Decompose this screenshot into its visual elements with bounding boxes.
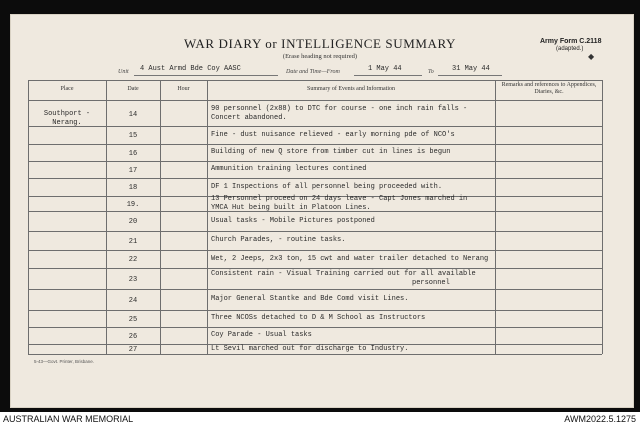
row-date: 14 — [128, 111, 138, 119]
place-entry — [30, 110, 104, 127]
row-date: 26 — [128, 333, 138, 341]
datetime-label: Date and Time—From — [286, 69, 340, 75]
row-summary-line: Usual tasks - Mobile Pictures postponed — [211, 217, 375, 225]
place-line: Nerang. — [52, 118, 82, 127]
row-summary-line: personnel — [412, 278, 450, 287]
row-summary-line: 90 personnel (2x88) to DTC for course - one inch rain falls - — [211, 105, 468, 113]
row-summary-line: Major General Stantke and Bde Comd visit Lines. — [211, 295, 409, 303]
row-summary-line: Consistent rain - Visual Training carried out for all available — [211, 270, 476, 278]
to-value: 31 May 44 — [452, 65, 490, 73]
page-subtitle: (Erase heading not required) — [282, 53, 358, 60]
row-divider — [28, 126, 602, 127]
row-divider — [28, 327, 602, 328]
row-date: 27 — [128, 346, 138, 354]
place-line: Southport - — [43, 110, 91, 118]
table-top-rule — [28, 80, 602, 81]
row-summary-line: Fine - dust nuisance relieved - early morning pde of NCO's — [211, 131, 455, 139]
row-divider — [28, 178, 602, 179]
row-divider — [28, 289, 602, 290]
row-date: 21 — [128, 238, 138, 246]
unit-value: 4 Aust Armd Bde Coy AASC — [140, 65, 241, 73]
row-divider — [28, 144, 602, 145]
row-date: 18 — [128, 184, 138, 192]
row-date: 20 — [128, 218, 138, 226]
row-date: 23 — [128, 276, 138, 284]
row-date: 25 — [128, 316, 138, 324]
row-divider — [28, 250, 602, 251]
row-divider — [28, 161, 602, 162]
printer-note: 5-43—Govt. Printer, Brisbane. — [34, 359, 95, 364]
column-header-place: Place — [60, 86, 74, 92]
row-summary-line: Concert abandoned. — [211, 113, 287, 122]
row-summary-line: Three NCOSs detached to D & M School as Instructors — [211, 314, 426, 322]
to-label: To — [428, 69, 434, 75]
row-date: 22 — [128, 256, 138, 264]
form-adapted: (adapted.) — [556, 46, 584, 52]
row-date: 16 — [128, 150, 138, 158]
row-summary-line: Coy Parade - Usual tasks — [211, 331, 312, 339]
catalog-id: AWM2022.5.1275 — [564, 414, 636, 424]
row-date: 19. — [126, 201, 140, 209]
row-summary-line: Wet, 2 Jeeps, 2x3 ton, 15 cwt and water trailer detached to Nerang — [211, 255, 489, 263]
row-date: 24 — [128, 297, 138, 305]
column-header-remarks: Remarks and references to Appendices, Diaries, &c. — [501, 82, 597, 95]
from-value: 1 May 44 — [368, 65, 402, 73]
to-underline — [438, 75, 502, 76]
from-underline — [354, 75, 422, 76]
form-number: Army Form C.2118 — [540, 38, 602, 45]
remarks-column-divider — [495, 80, 496, 354]
row-summary-line: Ammunition training lectures contined — [211, 165, 367, 173]
page-title: WAR DIARY or INTELLIGENCE SUMMARY — [183, 36, 457, 51]
summary-column-divider — [207, 80, 208, 354]
date-column-divider — [106, 80, 107, 354]
unit-underline — [134, 75, 278, 76]
row-summary-line: 13 Personnel proceed on 24 days leave - Capt Jones marched in — [211, 195, 468, 203]
row-date: 17 — [128, 167, 138, 175]
row-divider — [28, 231, 602, 232]
archive-name: AUSTRALIAN WAR MEMORIAL — [3, 414, 134, 424]
column-header-hour: Hour — [177, 86, 190, 92]
row-summary-line: YMCA Hut being built in Platoon Lines. — [211, 203, 371, 212]
header-bottom-rule — [28, 100, 602, 101]
row-summary-line: Church Parades, - routine tasks. — [211, 236, 346, 244]
unit-label: Unit — [118, 69, 129, 75]
column-header-date: Date — [127, 86, 139, 92]
table-left-border — [28, 80, 29, 354]
row-summary-line: Lt Sevil marched out for discharge to Industry. — [211, 345, 409, 353]
ink-mark-icon: ◆ — [588, 52, 595, 61]
row-summary-line: DF 1 Inspections of all personnel being proceeded with. — [211, 183, 443, 191]
table-right-border — [602, 80, 603, 354]
hour-column-divider — [160, 80, 161, 354]
row-divider — [28, 268, 602, 269]
column-header-summary: Summary of Events and Information — [307, 86, 395, 92]
row-date: 15 — [128, 132, 138, 140]
row-summary-line: Building of new Q store from timber cut in lines is begun — [211, 148, 451, 156]
row-divider — [28, 310, 602, 311]
